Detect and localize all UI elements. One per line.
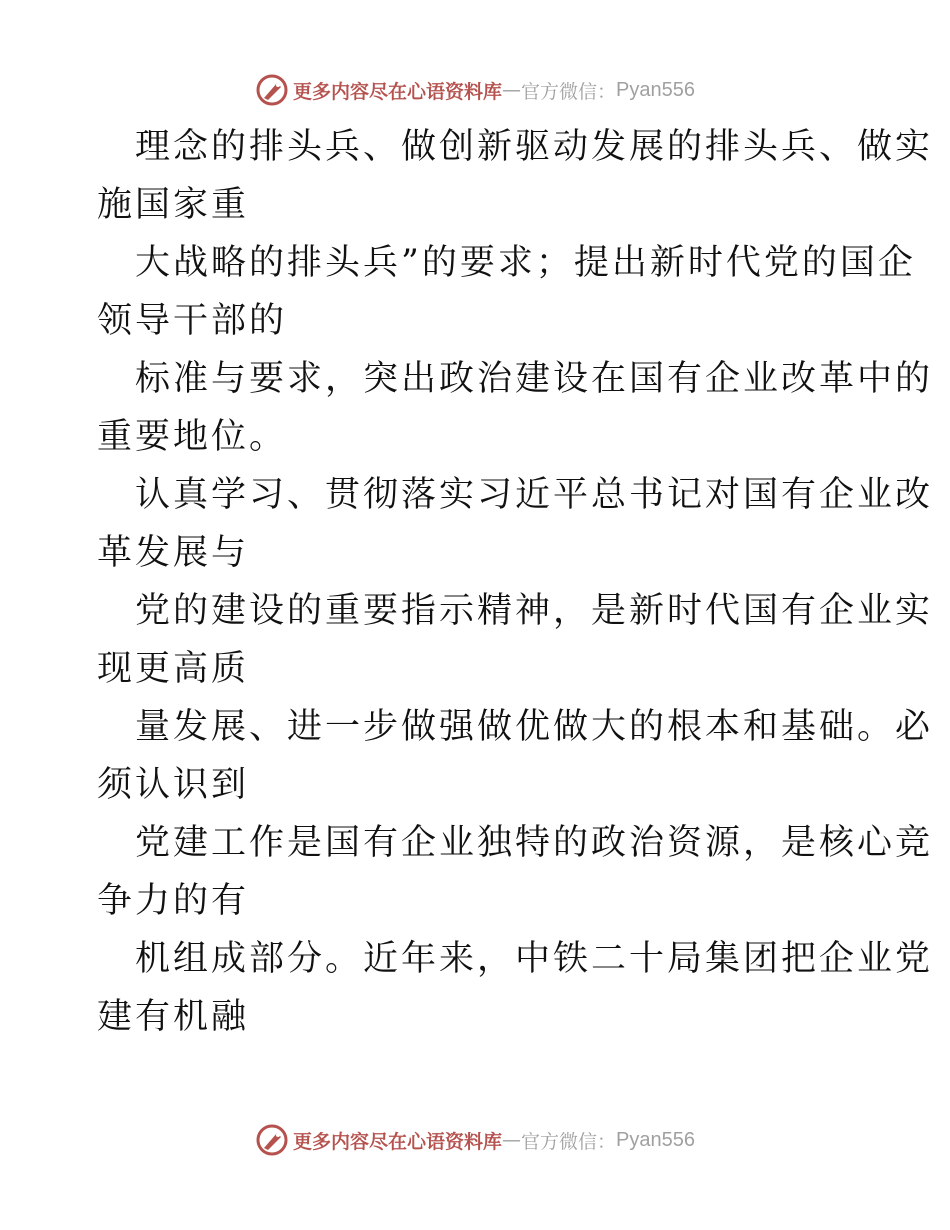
paragraph-line: 须认识到 [97,765,250,805]
header-banner [0,70,950,110]
paragraph-line: 标准与要求，突出政治建设在国有企业改革中的 [135,359,934,399]
paragraph-line: 理念的排头兵、做创新驱动发展的排头兵、做实 [135,127,934,167]
paragraph-line: 认真学习、贯彻落实习近平总书记对国有企业改 [135,475,934,515]
paragraph-line: 重要地位。 [97,417,288,457]
paragraph-line: 党的建设的重要指示精神，是新时代国有企业实 [135,591,934,631]
document-body [97,118,934,1046]
paragraph-line: 革发展与 [97,533,250,573]
banner-text: 更多内容尽在心语资料库 [293,80,503,103]
paragraph-line: 施国家重 [97,185,250,225]
paragraph-line: 量发展、进一步做强做优做大的根本和基础。必 [135,707,934,747]
footer-banner [0,1120,950,1160]
banner-wechat-id: Pyan556 [616,78,695,101]
banner-dash: — [502,79,522,101]
pen-nib-logo-icon [255,73,289,107]
banner-text: 更多内容尽在心语资料库 [293,1130,503,1153]
banner-wechat-id: Pyan556 [616,1128,695,1151]
banner-wechat-label: 官方微信： [521,80,617,103]
banner-dash: — [502,1129,522,1151]
paragraph-line: 机组成部分。近年来，中铁二十局集团把企业党 [135,939,934,979]
paragraph-line: 现更高质 [97,649,250,689]
paragraph-line: 大战略的排头兵”的要求；提出新时代党的国企 [135,243,916,283]
paragraph-line: 领导干部的 [97,301,288,341]
paragraph-line: 建有机融 [97,997,250,1037]
pen-nib-logo-icon [255,1123,289,1157]
paragraph-line: 党建工作是国有企业独特的政治资源，是核心竞 [135,823,934,863]
paragraph-line: 争力的有 [97,881,250,921]
banner-wechat-label: 官方微信： [521,1130,617,1153]
